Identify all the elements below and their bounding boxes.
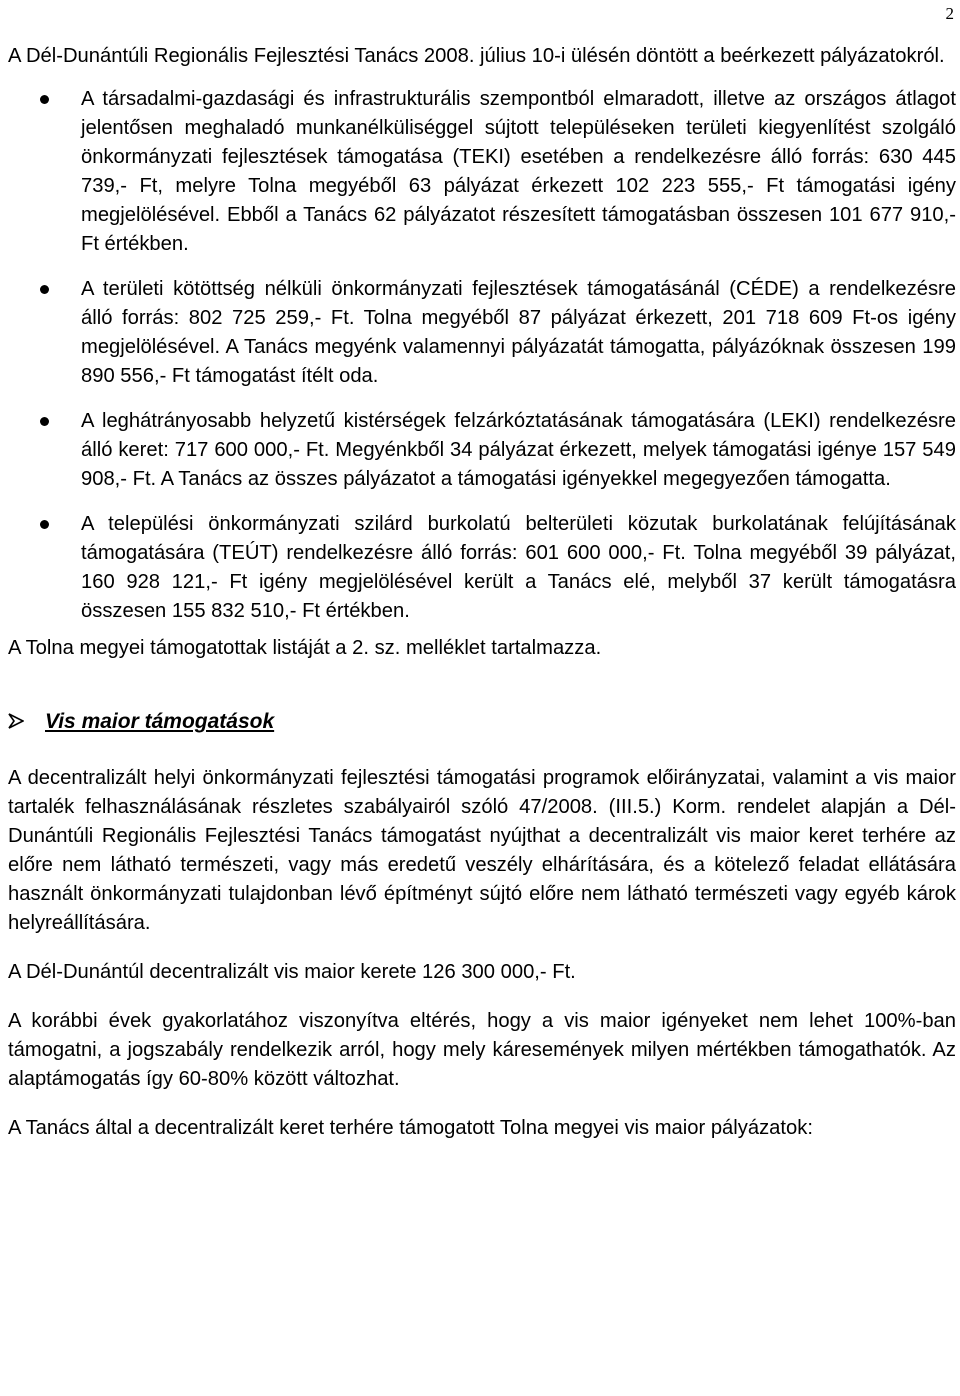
bullet-dot-icon <box>40 417 49 426</box>
bullet-item-teut <box>8 510 956 626</box>
bullet-item-leki <box>8 407 956 494</box>
bullet-text: A leghátrányosabb helyzetű kistérségek felzárkóztatásának támogatására (LEKI) rendelkezésre álló keret: 717 600 000,- Ft. Megyénkből 34 pályázat érkezett, melyek támogatási igénye 157 549 908,- Ft. A Tanács az összes pályázatot a támogatási igényekkel megegyezően támogatta. <box>81 410 956 490</box>
bullet-text: A társadalmi-gazdasági és infrastrukturális szempontból elmaradott, illetve az országos átlagot jelentősen meghaladó munkanélküliséggel sújtott településeken területi kiegyenlítést szolgáló önkormányzati fejlesztések támogatása (TEKI) esetében a rendelkezésre álló forrás: 630 445 739,- Ft, melyre Tolna megyéből 63 pályázat érkezett 102 223 555,- Ft támogatási igény megjelölésével. Ebből a Tanács 62 pályázatot részesített támogatásban összesen 101 677 910,- Ft értékben. <box>81 88 956 255</box>
budget-paragraph: A Dél-Dunántúl decentralizált vis maior kerete 126 300 000,- Ft. <box>8 961 576 983</box>
bullet-item-teki <box>8 85 956 259</box>
bullet-dot-icon <box>40 95 49 104</box>
bullet-dot-icon <box>40 285 49 294</box>
intro-paragraph: A Dél-Dunántúli Regionális Fejlesztési Tanács 2008. július 10-i ülésén döntött a beérkezett pályázatokról. <box>8 45 945 67</box>
bullet-text: A területi kötöttség nélküli önkormányzati fejlesztések támogatásánál (CÉDE) a rendelkezésre álló forrás: 802 725 259,- Ft. Tolna megyéből 87 pályázat érkezett, 201 718 609 Ft-os igény megjelölésével. A Tanács megyénk valamennyi pályázatát támogatta, pályázóknak összesen 199 890 556,- Ft támogatást ítélt oda. <box>81 278 956 387</box>
bullet-item-cede <box>8 275 956 391</box>
legal-basis-paragraph: A decentralizált helyi önkormányzati fejlesztési támogatási programok előirányzatai, valamint a vis maior tartalék felhasználásának részletes szabályairól szóló 47/2008. (III.5.) Korm. rendelet alapján a Dél-Dunántúli Regionális Fejlesztési Tanács támogatást nyújthat a decentralizált vis maior keret terhére az előre nem látható természeti, vagy más eredetű veszély elhárítására, és a kötelező feladat ellátására használt önkormányzati tulajdonban lévő építményt sújtó előre nem látható természeti vagy egyéb károk helyreállítására. <box>8 767 956 934</box>
funding-bullet-list <box>8 85 956 626</box>
arrowhead-bullet-icon <box>8 713 24 729</box>
bullet-text: A települési önkormányzati szilárd burkolatú belterületi közutak burkolatának felújításának támogatására (TEÚT) rendelkezésre álló forrás: 601 600 000,- Ft. Tolna megyéből 39 pályázat, 160 928 121,- Ft igény megjelölésével került a Tanács elé, melyből 37 került támogatásra összesen 155 832 510,- Ft értékben. <box>81 513 956 622</box>
document-body <box>8 42 956 1143</box>
page-number: 2 <box>945 4 954 23</box>
annex-note: A Tolna megyei támogatottak listáját a 2. sz. melléklet tartalmazza. <box>8 637 602 659</box>
section-heading-text: Vis maior támogatások <box>45 710 275 733</box>
support-rate-paragraph: A korábbi évek gyakorlatához viszonyítva eltérés, hogy a vis maior igényeket nem lehet 100%-ban támogatni, a jogszabály rendelkezik arról, hogy mely káresemények milyen mértékben támogathatók. Az alaptámogatás így 60-80% között változhat. <box>8 1010 956 1090</box>
supported-list-intro: A Tanács által a decentralizált keret terhére támogatott Tolna megyei vis maior pályázatok: <box>8 1117 813 1139</box>
section-heading <box>8 707 956 736</box>
bullet-dot-icon <box>40 520 49 529</box>
